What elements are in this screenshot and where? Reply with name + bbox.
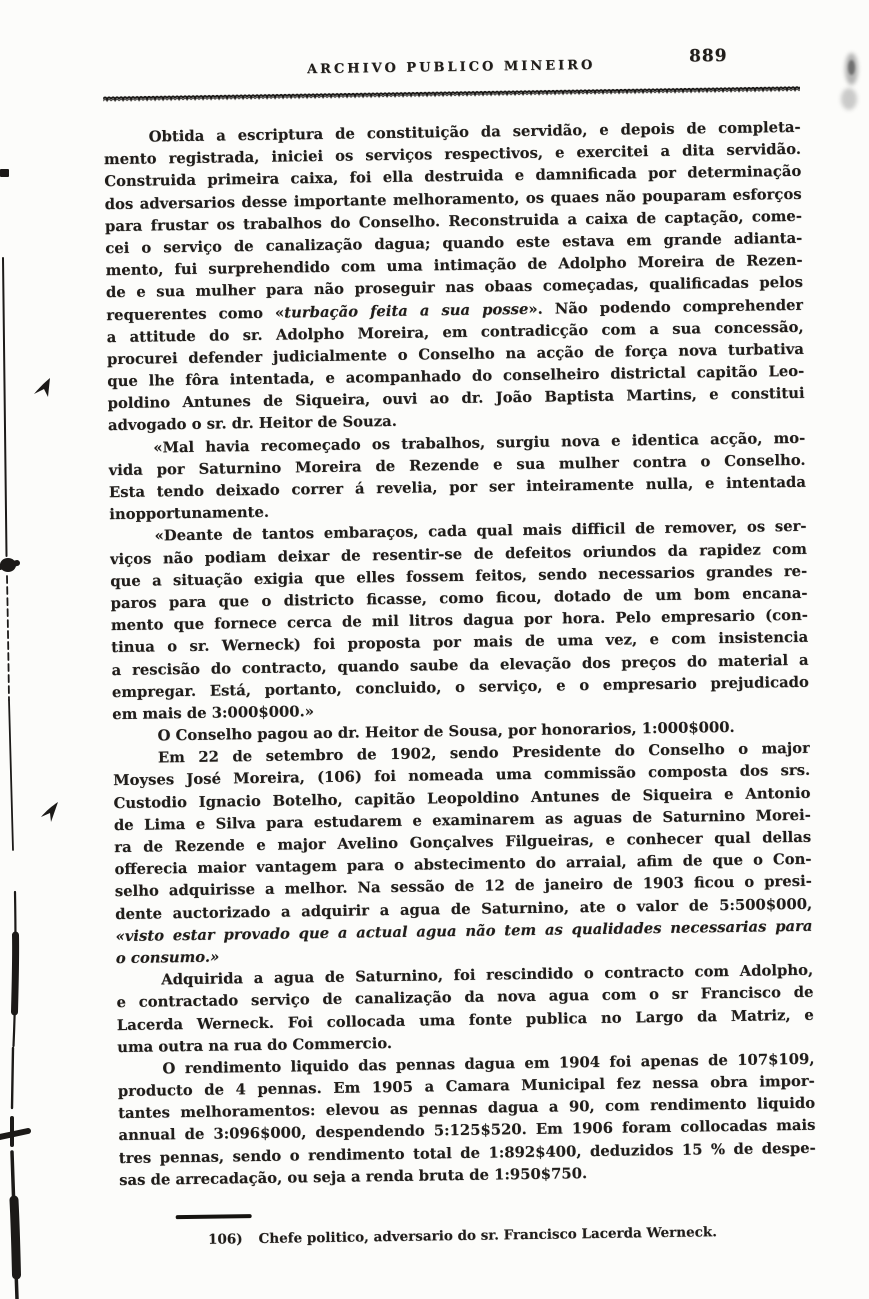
text-line: para frustar os trabalhos do Conselho. Reconstruida a caixa de captação, come- — [104, 207, 803, 235]
corner-smudge — [841, 88, 857, 110]
text-line: annual de 3:096$000, despendendo 5:125$520. Em 1906 foram collocadas mais — [118, 1117, 816, 1145]
text-line: empregar. Está, portanto, concluido, o serviço, e o empresario prejudicado — [111, 673, 809, 701]
text-line: que lhe fôra intentada, e acompanhado do conselheiro districtal capitão Leo- — [107, 362, 805, 391]
text-line: paros para que o districto ficasse, como ficou, dotado de um bom encana- — [110, 584, 808, 613]
running-head — [102, 41, 800, 91]
text-line: procurei defender judicialmente o Conselho na acção de força nova turbativa — [106, 340, 805, 369]
text-line: uma outra na rua do Commercio. — [117, 1034, 393, 1056]
text-line: Em 22 de setembro de 1902, sendo Presidente do Conselho o major — [157, 740, 810, 767]
paragraph-2 — [108, 427, 806, 526]
text-line: O Conselho pagou ao dr. Heitor de Sousa, por honorarios, 1:000$000. — [157, 718, 735, 745]
text-line: sas de arrecadação, ou seja a renda bruta de 1:950$750. — [119, 1164, 588, 1189]
text-line: «Mal havia recomeçado os trabalhos, surgiu nova e identica acção, mo- — [153, 429, 806, 457]
text-line: mento que fornece cerca de mil litros dagua por hora. Pelo empresario (con- — [110, 606, 808, 635]
text-line: Obtida a escriptura de constituição da servidão, e depois de completa- — [148, 118, 801, 146]
text-line: advogado o sr. dr. Heitor de Souza. — [107, 413, 397, 435]
paragraph-3 — [109, 516, 809, 726]
text-line: tres pennas, sendo o rendimento total de 1:892$400, deduzidos 15 % de despe- — [118, 1139, 816, 1167]
page-content — [102, 41, 817, 1249]
text-line: tinua o sr. Werneck) foi proposta por mais de uma vez, e com insistencia — [111, 629, 809, 657]
footnote-rule — [176, 1214, 252, 1219]
text-line: Custodio Ignacio Botelho, capitão Leopoldino Antunes de Siqueira e Antonio — [113, 784, 811, 812]
margin-dash-artifact — [0, 169, 9, 177]
text-line: de e sua mulher para não proseguir nas obaas começadas, qualificadas pelos — [105, 274, 804, 302]
text-line: O rendimento liquido das pennas dagua em 1904 foi apenas de 107$109, — [162, 1050, 815, 1078]
text-line: offerecia maior vantagem para o abstecimento do arraial, afim de que o Con- — [114, 850, 812, 879]
margin-arrow-mark-2 — [41, 802, 58, 822]
text-line: ra de Rezende e major Avelino Gonçalves Filgueiras, e conhecer qual dellas — [114, 828, 812, 857]
text-line: de Lima e Silva para estudarem e examinarem as aguas de Saturnino Morei- — [113, 806, 811, 834]
margin-cross-artifact — [0, 1131, 28, 1137]
text-line: Adquirida a agua de Saturnino, foi rescindido o contracto com Adolpho, — [161, 961, 814, 989]
text-line: a rescisão do contracto, quando saube da elevação dos preços do material a — [111, 651, 809, 679]
text-line: mento, fui surprehendido com uma intimação de Adolpho Moreira de Rezen- — [105, 251, 803, 280]
text-line: e contractado serviço de canalização da nova agua com o sr Francisco de — [116, 984, 814, 1012]
running-head-title: ARCHIVO PUBLICO MINEIRO — [306, 57, 596, 78]
text-line: producto de 4 pennas. Em 1905 a Camara Municipal fez nessa obra impor- — [117, 1072, 815, 1101]
text-line: que a situação exigia que elles fossem feitos, sendo necessarios grandes re- — [110, 562, 808, 590]
text-line: Esta tendo deixado correr á revelia, por ser inteiramente nulla, e intentada — [108, 473, 806, 502]
text-line: mento registrada, iniciei os serviços respectivos, e exercitei a dita servidão. — [103, 141, 802, 169]
text-line: inopportunamente. — [109, 503, 270, 524]
text-line: poldino Antunes de Siqueira, ouvi ao dr. João Baptista Martins, e constitui — [107, 385, 805, 413]
text-line: cei o serviço de canalização dagua; quando este estava em grande adianta- — [105, 229, 803, 258]
footnote-marker: 106) — [207, 1231, 243, 1248]
body-text — [104, 117, 817, 1192]
paragraph-5 — [113, 738, 813, 970]
paragraph-1 — [104, 117, 806, 438]
text-line: a attitude do sr. Adolpho Moreira, em contradicção com a sua concessão, — [106, 318, 804, 346]
text-line: o consumo.» — [115, 948, 220, 968]
margin-arrow-mark-1 — [34, 378, 50, 397]
text-line: em mais de 3:000$000.» — [112, 702, 315, 723]
text-line: «Deante de tantos embaraços, cada qual mais difficil de remover, os ser- — [154, 518, 807, 545]
text-line: requerentes como «turbação feita a sua posse». Não podendo comprehender — [106, 296, 804, 324]
page-number: 889 — [688, 45, 728, 67]
text-line: Lacerda Werneck. Foi collocada uma fonte publica no Largo da Matriz, e — [116, 1006, 814, 1034]
text-line: vida por Saturnino Moreira de Rezende e sua mulher contra o Conselho. — [108, 451, 806, 479]
text-line: selho adquirisse a melhor. Na sessão de 12 de janeiro de 1903 ficou o presi- — [114, 873, 812, 901]
footnote — [208, 1223, 817, 1248]
paragraph-7 — [117, 1049, 816, 1192]
text-line: Construida primeira caixa, foi ella destruida e damnificada por determinação — [104, 163, 802, 191]
corner-smudge — [848, 60, 855, 75]
paragraph-6 — [116, 960, 814, 1059]
text-line: dente auctorizado a adquirir a agua de Saturnino, ate o valor de 5:500$000, — [115, 895, 813, 923]
text-line: Moyses José Moreira, (106) foi nomeada uma commissão composta dos srs. — [113, 762, 811, 790]
text-line: tantes melhoramentos: elevou as pennas dagua a 90, com rendimento liquido — [118, 1094, 816, 1123]
margin-binding-artifacts — [0, 0, 70, 1299]
text-line: viços não podiam deixar de resentir-se de defeitos oriundos da rapidez com — [109, 540, 807, 568]
footnote-text: Chefe politico, adversario do sr. Francisco Lacerda Werneck. — [258, 1224, 718, 1247]
text-line: «visto estar provado que a actual agua não tem as qualidades necessarias para — [115, 917, 813, 945]
text-line: dos adversarios desse importante melhoramento, os quaes não pouparam esforços — [104, 185, 802, 213]
